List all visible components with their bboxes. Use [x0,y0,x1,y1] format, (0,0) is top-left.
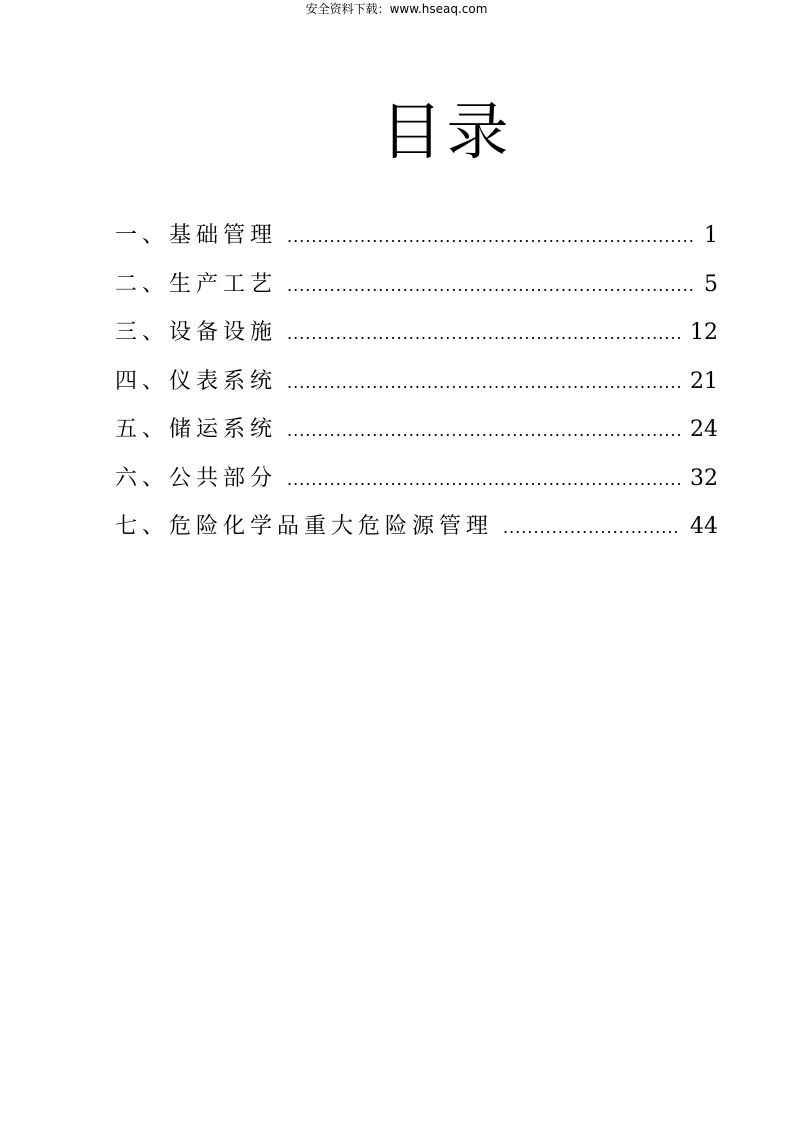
toc-page-number: 5 [704,271,718,297]
toc-page-number: 32 [690,465,718,491]
toc-dot-leader [287,217,694,257]
toc-dot-leader [287,266,694,306]
toc-page-number: 12 [690,320,718,345]
toc-entry-label: 三、设备设施 [115,320,278,345]
toc-entry-label: 二、生产工艺 [115,271,278,297]
toc-entry-6[interactable] [115,459,718,508]
page-header: 安全资料下载：www.hseaq.com [305,2,488,16]
toc-entry-label: 四、仪表系统 [115,368,278,394]
toc-entry-7[interactable] [115,507,718,556]
toc-dot-leader [287,363,680,403]
toc-entry-label: 五、储运系统 [115,417,278,442]
toc-entry-5[interactable] [115,410,718,459]
toc-entry-label: 六、公共部分 [115,465,278,491]
table-of-contents [115,216,718,556]
toc-entry-2[interactable] [115,265,718,314]
toc-entry-label: 七、危险化学品重大危险源管理 [115,514,494,539]
toc-dot-leader [503,508,680,548]
toc-entry-4[interactable] [115,362,718,411]
toc-entry-label: 一、基础管理 [115,223,278,248]
toc-page-number: 24 [690,417,718,442]
toc-page-number: 21 [690,368,718,394]
toc-entry-1[interactable] [115,216,718,265]
toc-dot-leader [287,314,680,354]
toc-page-number: 44 [690,514,718,539]
toc-page-number: 1 [704,223,718,248]
toc-dot-leader [287,411,680,451]
toc-entry-3[interactable] [115,313,718,362]
toc-dot-leader [287,460,680,500]
document-title: 目录 [380,95,513,168]
